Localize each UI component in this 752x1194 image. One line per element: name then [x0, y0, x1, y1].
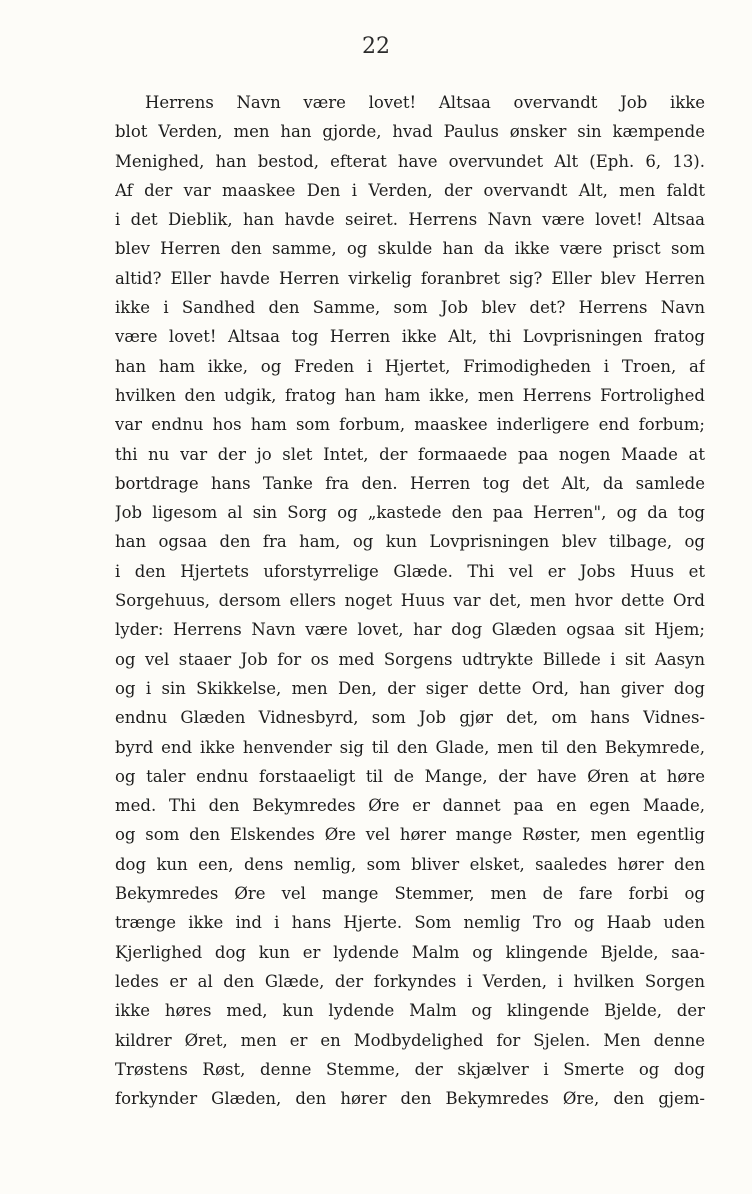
text-line: ikke i Sandhed den Samme, som Job blev det? Herrens Navn [115, 298, 705, 318]
text-line: i det Dieblik, han havde seiret. Herrens Navn være lovet! Altsaa [115, 210, 705, 230]
text-line: Menighed, han bestod, efterat have overvundet Alt (Eph. 6, 13). [115, 151, 705, 171]
text-line: Trøstens Røst, denne Stemme, der skjælver i Smerte og dog [115, 1059, 705, 1079]
text-line: og taler endnu forstaaeligt til de Mange, der have Øren at høre [115, 766, 705, 786]
text-line: byrd end ikke henvender sig til den Glade, men til den Bekymrede, [115, 737, 705, 757]
text-line: lyder: Herrens Navn være lovet, har dog Glæden ogsaa sit Hjem; [115, 620, 705, 640]
text-line: trænge ikke ind i hans Hjerte. Som nemlig Tro og Haab uden [115, 913, 705, 933]
text-line: Kjerlighed dog kun er lydende Malm og klingende Bjelde, saa- [115, 942, 705, 962]
page-number: 22 [362, 34, 390, 59]
text-line: være lovet! Altsaa tog Herren ikke Alt, thi Lovprisningen fratog [115, 327, 705, 347]
text-line: han ogsaa den fra ham, og kun Lovprisningen blev tilbage, og [115, 532, 705, 552]
text-line: Sorgehuus, dersom ellers noget Huus var det, men hvor dette Ord [115, 591, 705, 611]
text-line: Job ligesom al sin Sorg og „kastede den paa Herren", og da tog [115, 503, 705, 523]
body-paragraph [115, 88, 705, 1113]
text-line: Herrens Navn være lovet! Altsaa overvandt Job ikke [145, 93, 705, 112]
text-line: ledes er al den Glæde, der forkyndes i Verden, i hvilken Sorgen [115, 971, 705, 991]
text-line: han ham ikke, og Freden i Hjertet, Frimodigheden i Troen, af [115, 356, 705, 376]
text-line: forkynder Glæden, den hører den Bekymredes Øre, den gjem- [115, 1089, 705, 1109]
text-line: endnu Glæden Vidnesbyrd, som Job gjør det, om hans Vidnes- [115, 708, 705, 728]
text-line: og i sin Skikkelse, men Den, der siger dette Ord, han giver dog [115, 678, 705, 698]
text-line: med. Thi den Bekymredes Øre er dannet paa en egen Maade, [115, 796, 705, 816]
text-line: blot Verden, men han gjorde, hvad Paulus ønsker sin kæmpende [115, 122, 705, 142]
text-line: kildrer Øret, men er en Modbydelighed for Sjelen. Men denne [115, 1030, 705, 1050]
text-line: ikke høres med, kun lydende Malm og klingende Bjelde, der [115, 1001, 705, 1021]
text-line: thi nu var der jo slet Intet, der formaaede paa nogen Maade at [115, 444, 705, 464]
text-line: var endnu hos ham som forbum, maaskee inderligere end forbum; [115, 415, 705, 435]
text-line: hvilken den udgik, fratog han ham ikke, men Herrens Fortrolighed [115, 385, 705, 405]
text-line: Bekymredes Øre vel mange Stemmer, men de fare forbi og [115, 884, 705, 904]
text-line: bortdrage hans Tanke fra den. Herren tog det Alt, da samlede [115, 473, 705, 493]
text-line: dog kun een, dens nemlig, som bliver elsket, saaledes hører den [115, 854, 705, 874]
text-line: i den Hjertets uforstyrrelige Glæde. Thi vel er Jobs Huus et [115, 561, 705, 581]
text-line: Af der var maaskee Den i Verden, der overvandt Alt, men faldt [115, 180, 705, 200]
text-line: og vel staaer Job for os med Sorgens udtrykte Billede i sit Aasyn [115, 649, 705, 669]
text-line: og som den Elskendes Øre vel hører mange Røster, men egentlig [115, 825, 705, 845]
text-line: altid? Eller havde Herren virkelig foranbret sig? Eller blev Herren [115, 268, 705, 288]
text-line: blev Herren den samme, og skulde han da ikke være prisct som [115, 239, 705, 259]
